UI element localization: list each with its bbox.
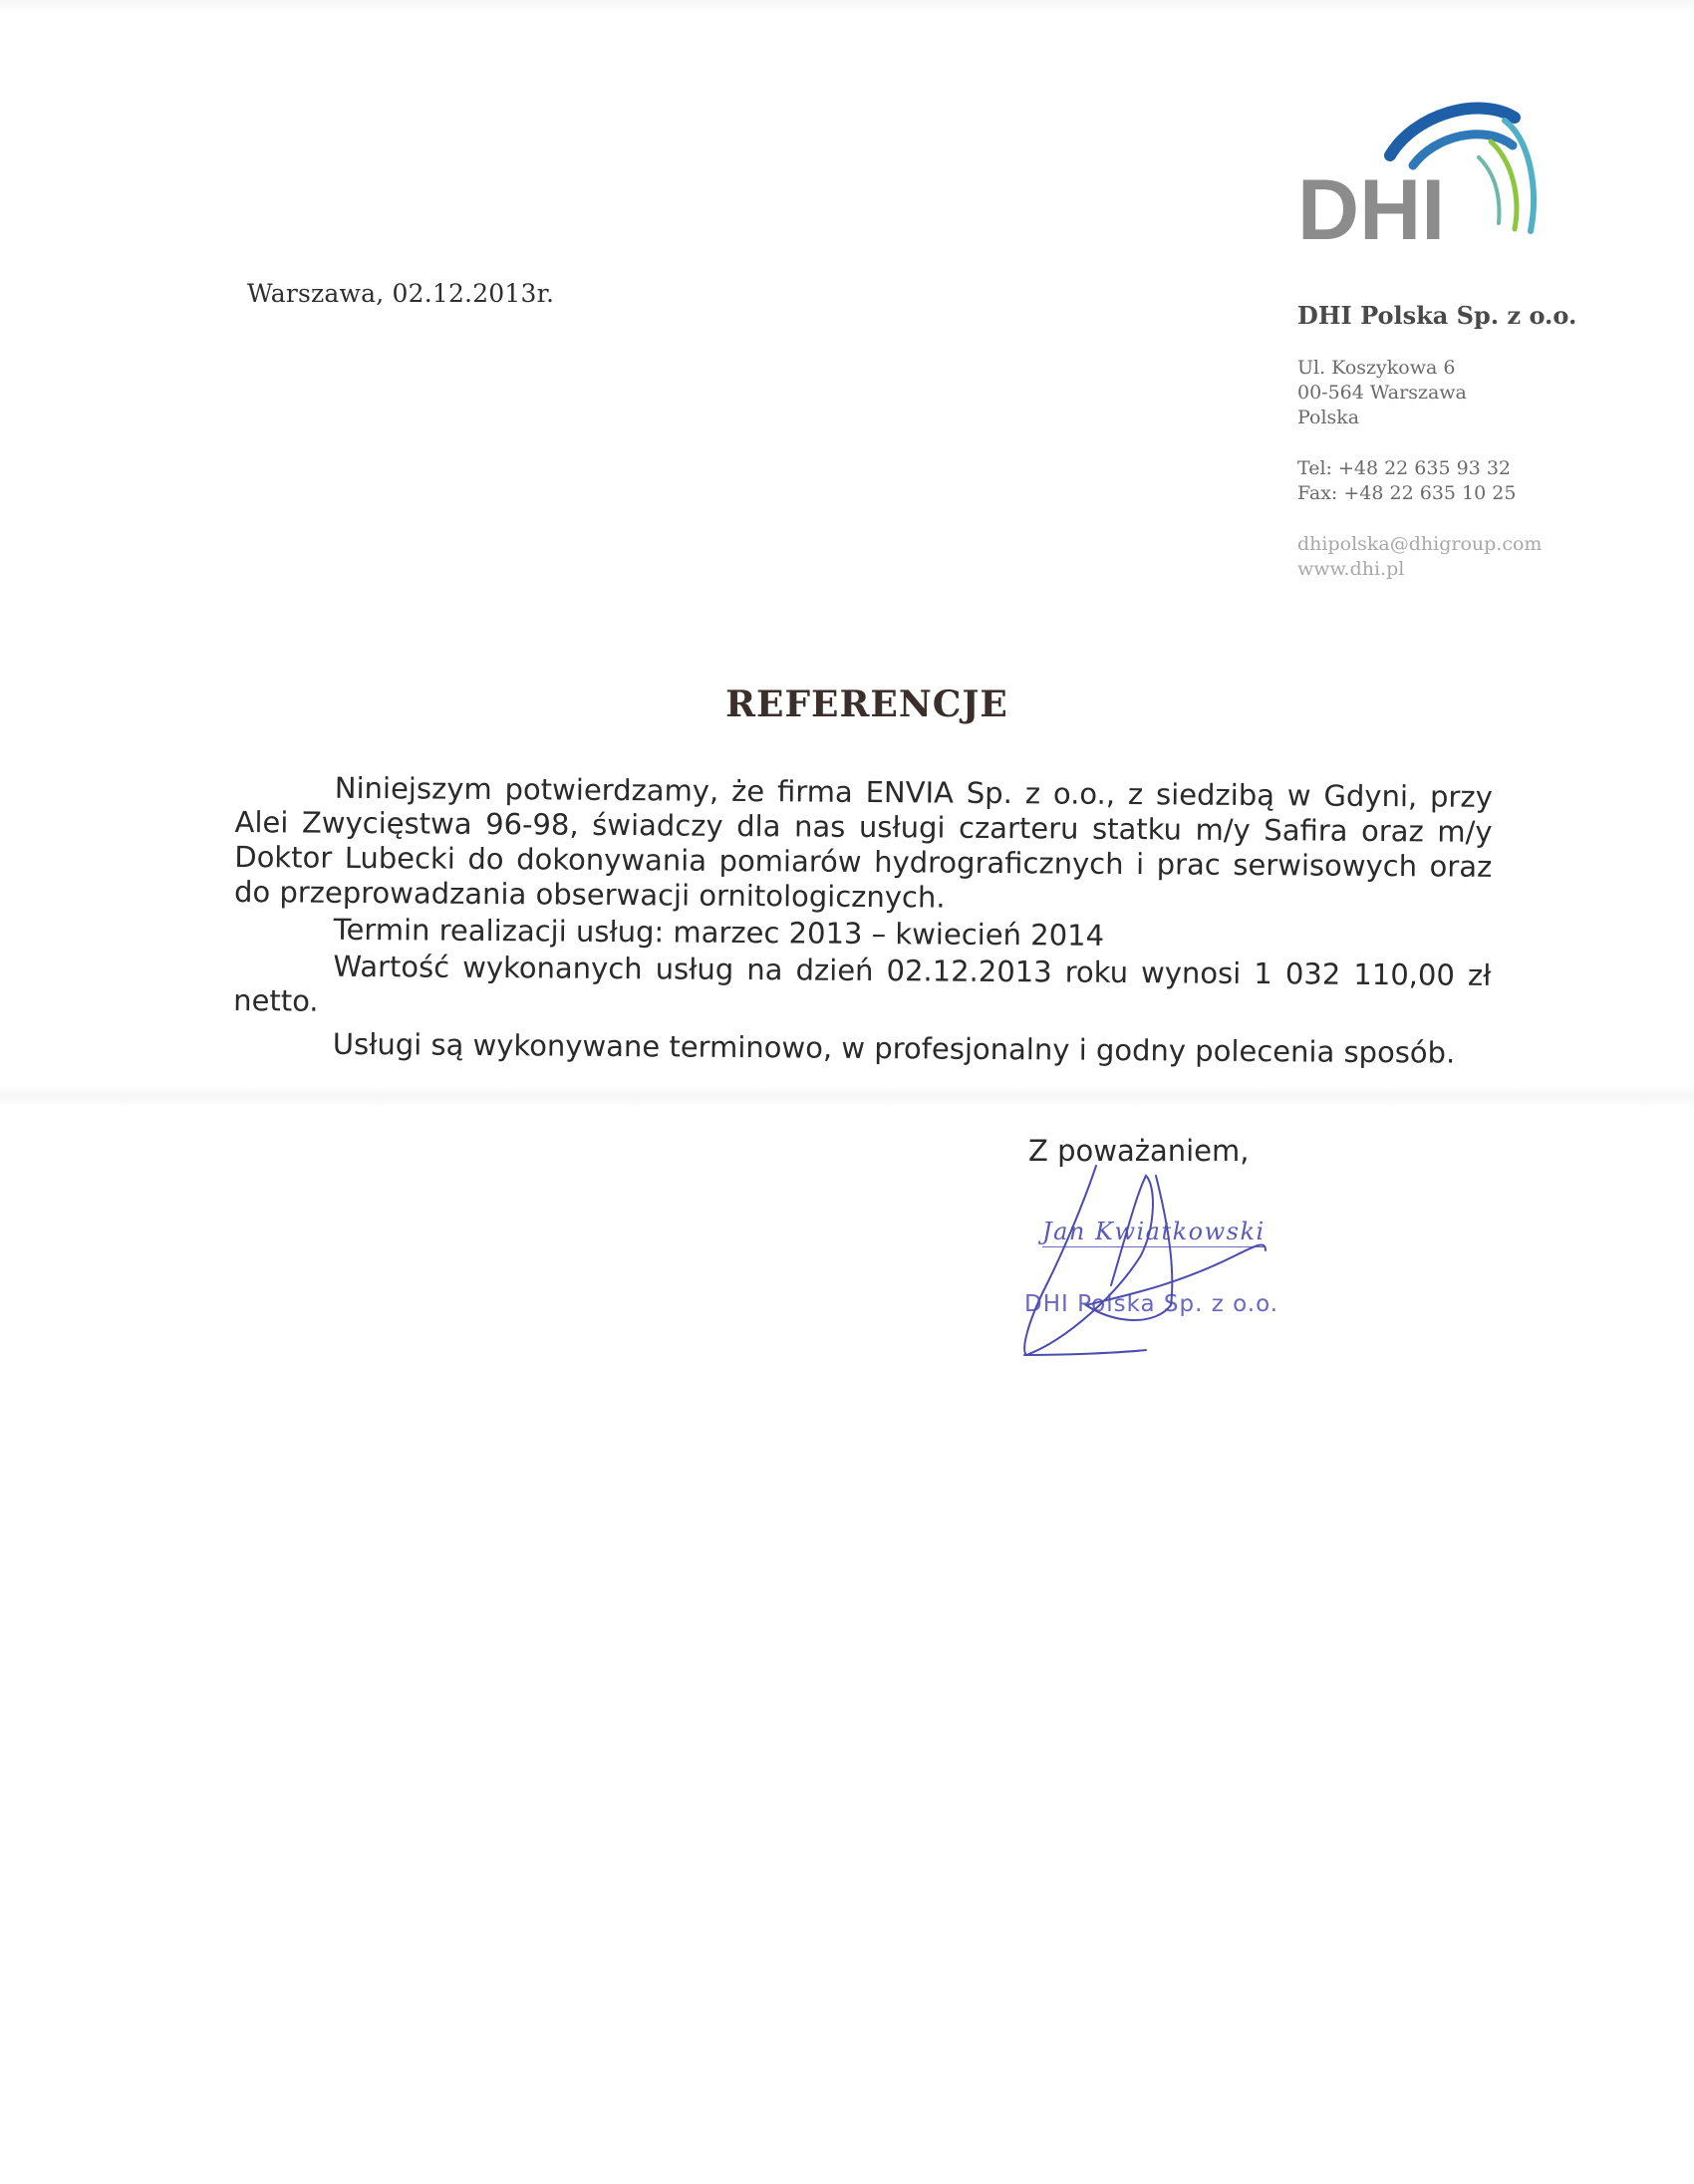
address-line: Polska — [1297, 407, 1360, 428]
letter-title: REFERENCJE — [725, 683, 1008, 725]
body-paragraph: Wartość wykonanych usług na dzień 02.12.2013 roku wynosi 1 032 110,00 zł netto. — [233, 949, 1492, 1018]
letter-date: Warszawa, 02.12.2013r. — [247, 279, 555, 308]
website-link[interactable]: www.dhi.pl — [1297, 558, 1405, 580]
body-paragraph: Usługi są wykonywane terminowo, w profesjonalny i godny polecenia sposób. — [332, 1026, 1456, 1070]
company-name: DHI Polska Sp. z o.o. — [1297, 301, 1577, 330]
address-line: 00-564 Warszawa — [1297, 382, 1467, 404]
stamp-name: Jan Kwiatkowski — [1042, 1218, 1266, 1245]
handwritten-signature — [1006, 1156, 1305, 1375]
closing-text: Z poważaniem, — [1028, 1134, 1250, 1168]
fax-line: Fax: +48 22 635 10 25 — [1297, 482, 1517, 504]
logo-text: DHI — [1297, 162, 1446, 245]
letter-body — [233, 770, 1493, 1071]
body-paragraph: Termin realizacji usług: marzec 2013 – kwiecień 2014 — [333, 912, 1105, 953]
dhi-logo — [1295, 96, 1545, 245]
body-paragraph: Niniejszym potwierdzamy, że firma ENVIA Sp. z o.o., z siedzibą w Gdyni, przy Alei Zwycięstwa 96-98, świadczy dla nas usługi czarteru statku m/y Safira oraz m/y Doktor Lubecki do dokonywania pomiarów hydrograficznych i prac serwisowych oraz do przeprowadzania obserwacji ornitologicznych. — [233, 770, 1493, 915]
company-info — [1297, 301, 1656, 582]
phone-line: Tel: +48 22 635 93 32 — [1297, 457, 1512, 479]
address-line: Ul. Koszykowa 6 — [1297, 357, 1456, 379]
email-link[interactable]: dhipolska@dhigroup.com — [1297, 533, 1543, 555]
stamp-company: DHI Polska Sp. z o.o. — [1024, 1291, 1279, 1317]
